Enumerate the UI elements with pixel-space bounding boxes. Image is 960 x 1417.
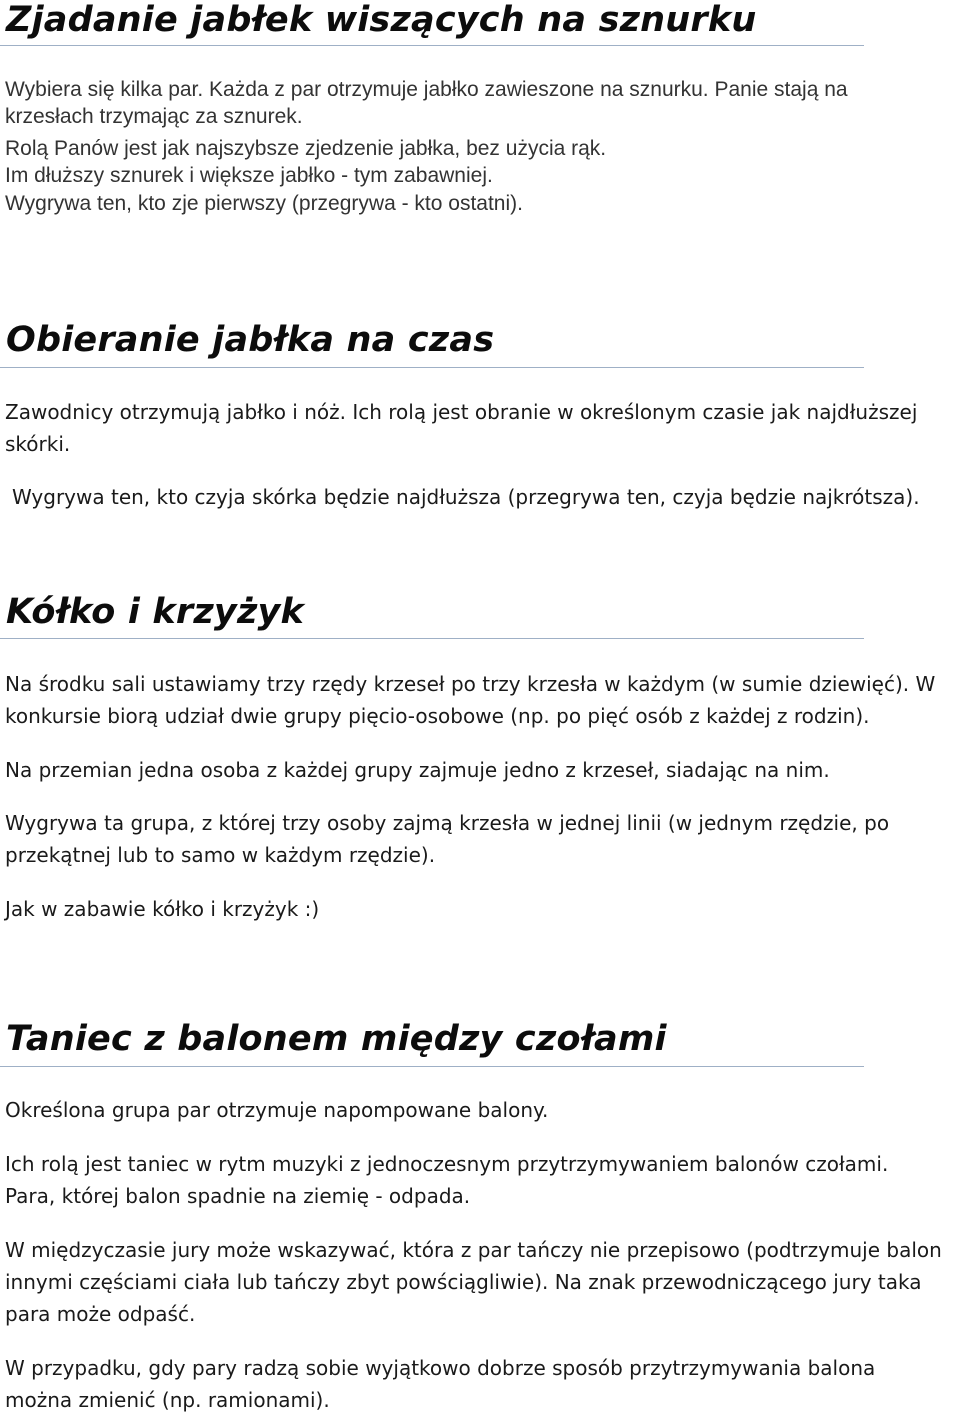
section-1-line-4: Im dłuższy sznurek i większe jabłko - tym zabawniej. — [5, 164, 493, 187]
section-3-line-2: konkursie biorą udział dwie grupy pięcio-osobowe (np. po pięć osób z każdej z rodzin). — [5, 704, 870, 728]
section-4-line-7: W przypadku, gdy pary radzą sobie wyjątkowo dobrze sposób przytrzymywania balona — [5, 1356, 876, 1380]
section-1-title: Zjadanie jabłek wiszących na sznurku — [6, 0, 757, 40]
section-2-line-1: Zawodnicy otrzymują jabłko i nóż. Ich rolą jest obranie w określonym czasie jak najdłuższej — [5, 400, 918, 424]
section-4-divider — [0, 1066, 864, 1067]
section-4-line-1: Określona grupa par otrzymuje napompowane balony. — [5, 1098, 549, 1122]
section-3-line-1: Na środku sali ustawiamy trzy rzędy krzeseł po trzy krzesła w każdym (w sumie dziewięć). W — [5, 672, 936, 696]
section-3-line-6: Jak w zabawie kółko i krzyżyk :) — [5, 897, 320, 921]
section-3-line-4: Wygrywa ta grupa, z której trzy osoby zajmą krzesła w jednej linii (w jednym rzędzie, po — [5, 811, 890, 835]
section-4-line-2: Ich rolą jest taniec w rytm muzyki z jednoczesnym przytrzymywaniem balonów czołami. — [5, 1152, 889, 1176]
section-2-line-2: skórki. — [5, 432, 71, 456]
section-3-line-3: Na przemian jedna osoba z każdej grupy zajmuje jedno z krzeseł, siadając na nim. — [5, 758, 830, 782]
section-4-line-6: para może odpaść. — [5, 1302, 196, 1326]
section-4-line-3: Para, której balon spadnie na ziemię - odpada. — [5, 1184, 471, 1208]
section-3-title: Kółko i krzyżyk — [6, 592, 305, 632]
section-1-line-2: krzesłach trzymając za sznurek. — [5, 105, 303, 128]
section-3-line-5: przekątnej lub to samo w każdym rzędzie). — [5, 843, 436, 867]
section-2-divider — [0, 367, 864, 368]
section-2-line-3: Wygrywa ten, kto czyja skórka będzie najdłuższa (przegrywa ten, czyja będzie najkrótsza). — [12, 485, 920, 509]
section-1-line-3: Rolą Panów jest jak najszybsze zjedzenie jabłka, bez użycia rąk. — [5, 137, 607, 160]
section-2-title: Obieranie jabłka na czas — [6, 320, 495, 360]
section-4-title: Taniec z balonem między czołami — [6, 1019, 667, 1059]
section-1-line-5: Wygrywa ten, kto zje pierwszy (przegrywa - kto ostatni). — [5, 192, 523, 215]
section-1-divider — [0, 45, 864, 46]
section-4-line-8: można zmienić (np. ramionami). — [5, 1388, 330, 1412]
section-1-line-1: Wybiera się kilka par. Każda z par otrzymuje jabłko zawieszone na sznurku. Panie stają na — [5, 78, 848, 101]
section-4-line-4: W międzyczasie jury może wskazywać, która z par tańczy nie przepisowo (podtrzymuje balon — [5, 1238, 942, 1262]
section-4-line-5: innymi częściami ciała lub tańczy zbyt powściągliwie). Na znak przewodniczącego jury taka — [5, 1270, 922, 1294]
section-3-divider — [0, 638, 864, 639]
